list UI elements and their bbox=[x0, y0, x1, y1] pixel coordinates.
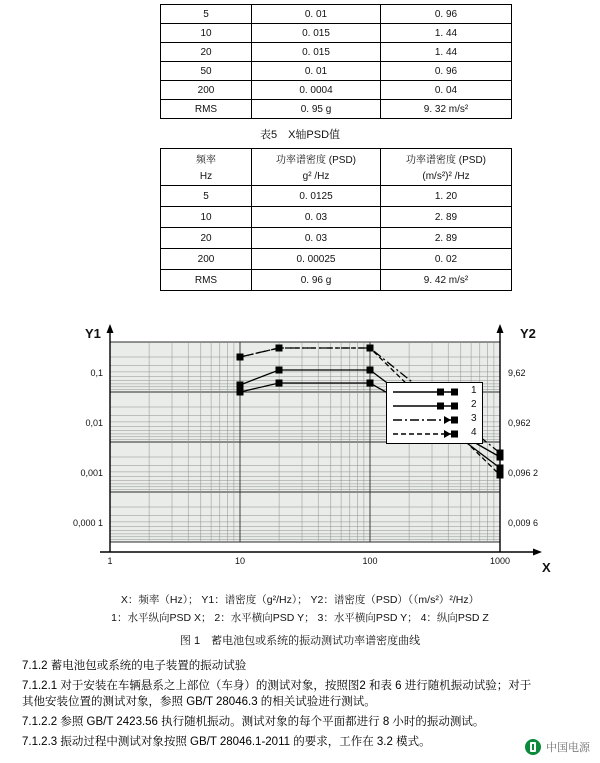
table-row bbox=[161, 186, 512, 207]
x-tick-1: 10 bbox=[234, 556, 245, 566]
chart-svg bbox=[0, 320, 600, 585]
cell-freq: 200 bbox=[161, 81, 252, 100]
legend-label-4: 4 bbox=[471, 427, 477, 438]
watermark-text: 中国电源 bbox=[546, 742, 590, 754]
header-psd-g: 功率谱密度 (PSD) bbox=[252, 149, 381, 169]
chart-y1-axis-label: Y1 bbox=[85, 326, 101, 341]
cell-freq: 10 bbox=[161, 207, 252, 228]
cell-psd-ms: 2. 89 bbox=[381, 228, 512, 249]
y2-tick-0: 9,62 bbox=[508, 368, 526, 378]
clause-7-1-2-1 bbox=[22, 678, 582, 710]
cell-freq: 50 bbox=[161, 62, 252, 81]
chart-y2-axis-label: Y2 bbox=[520, 326, 536, 341]
clause-7-1-2-heading: 7.1.2 蓄电池包或系统的电子装置的振动试验 bbox=[22, 660, 247, 672]
cell-psd-g: 0. 01 bbox=[252, 62, 381, 81]
chart-x-axis-label: X bbox=[542, 560, 551, 575]
cell-freq: 10 bbox=[161, 24, 252, 43]
table-row bbox=[161, 81, 512, 100]
header-unit-hz: Hz bbox=[161, 168, 252, 186]
table-5-x-axis-psd bbox=[160, 148, 512, 291]
cell-psd-ms: 0. 04 bbox=[381, 81, 512, 100]
y1-tick-3: 0,000 1 bbox=[72, 518, 103, 528]
cell-psd-g: 0. 96 g bbox=[252, 270, 381, 291]
y2-tick-2: 0,096 2 bbox=[508, 468, 539, 478]
cell-psd-ms: 0. 96 bbox=[381, 5, 512, 24]
cell-psd-g: 0. 03 bbox=[252, 228, 381, 249]
cell-psd-ms: 1. 44 bbox=[381, 43, 512, 62]
cell-psd-g: 0. 015 bbox=[252, 43, 381, 62]
table-row bbox=[161, 43, 512, 62]
cell-psd-ms: 9. 32 m/s² bbox=[381, 100, 512, 119]
cell-psd-ms: 0. 02 bbox=[381, 249, 512, 270]
y1-tick-2: 0,001 bbox=[80, 468, 103, 478]
legend-label-1: 1 bbox=[471, 385, 477, 396]
table-row bbox=[161, 228, 512, 249]
chart-note-axes: X：频率（Hz）； Y1：谱密度（g²/Hz）； Y2：谱密度（PSD）（（m/s²）²/Hz） bbox=[120, 594, 480, 606]
table-row bbox=[161, 270, 512, 291]
legend-label-2: 2 bbox=[471, 399, 477, 410]
cell-freq: 5 bbox=[161, 186, 252, 207]
cell-psd-g: 0. 95 g bbox=[252, 100, 381, 119]
cell-psd-ms: 2. 89 bbox=[381, 207, 512, 228]
cell-psd-g: 0. 00025 bbox=[252, 249, 381, 270]
cell-psd-ms: 0. 96 bbox=[381, 62, 512, 81]
header-unit-ms: (m/s²)² /Hz bbox=[381, 168, 512, 186]
cell-freq: RMS bbox=[161, 270, 252, 291]
table-row bbox=[161, 207, 512, 228]
legend-swatches bbox=[387, 383, 480, 441]
header-psd-ms: 功率谱密度 (PSD) bbox=[381, 149, 512, 169]
cell-psd-g: 0. 03 bbox=[252, 207, 381, 228]
cell-freq: 20 bbox=[161, 228, 252, 249]
chart-note-series: 1：水平纵向PSD X； 2：水平横向PSD Y； 3：水平横向PSD Y； 4：纵向PSD Z bbox=[111, 612, 489, 624]
table-row bbox=[161, 100, 512, 119]
cell-psd-ms: 9. 42 m/s² bbox=[381, 270, 512, 291]
header-unit-g: g² /Hz bbox=[252, 168, 381, 186]
chart-legend bbox=[386, 382, 483, 444]
watermark bbox=[525, 739, 590, 755]
table-row bbox=[161, 249, 512, 270]
cell-psd-g: 0. 0125 bbox=[252, 186, 381, 207]
x-tick-2: 100 bbox=[362, 556, 378, 566]
clause-7-1-2-3: 7.1.2.3 振动过程中测试对象按照 GB/T 28046.1-2011 的要求，工作在 3.2 模式。 bbox=[22, 736, 431, 748]
y1-tick-1: 0,01 bbox=[85, 418, 103, 428]
cell-psd-ms: 1. 44 bbox=[381, 24, 512, 43]
cell-psd-g: 0. 01 bbox=[252, 5, 381, 24]
table-header-row bbox=[161, 149, 512, 169]
power-plug-icon bbox=[525, 739, 541, 755]
table5-caption: 表5 X轴PSD值 bbox=[259, 129, 341, 141]
y1-tick-0: 0,1 bbox=[90, 368, 103, 378]
clause-7-1-2-2: 7.1.2.2 参照 GB/T 2423.56 执行随机振动。测试对象的每个平面都进行 8 小时的振动测试。 bbox=[22, 716, 485, 728]
clause-7-1-2-1-line1: 7.1.2.1 对于安装在车辆悬系之上部位（车身）的测试对象，按照图2 和表 6 进行随机振动试验；对于 bbox=[22, 680, 532, 692]
clause-7-1-2-1-line2: 其他安装位置的测试对象，参照 GB/T 28046.3 的相关试验进行测试。 bbox=[22, 696, 376, 708]
psd-curve-chart bbox=[0, 320, 600, 585]
cell-freq: 200 bbox=[161, 249, 252, 270]
cell-freq: RMS bbox=[161, 100, 252, 119]
cell-psd-g: 0. 0004 bbox=[252, 81, 381, 100]
header-freq: 频率 bbox=[161, 149, 252, 169]
figure-caption: 图 1 蓄电池包或系统的振动测试功率谱密度曲线 bbox=[179, 635, 421, 647]
y2-tick-3: 0,009 6 bbox=[508, 518, 539, 528]
cell-psd-ms: 1. 20 bbox=[381, 186, 512, 207]
cell-freq: 20 bbox=[161, 43, 252, 62]
cell-freq: 5 bbox=[161, 5, 252, 24]
cell-psd-g: 0. 015 bbox=[252, 24, 381, 43]
table-row bbox=[161, 5, 512, 24]
table-row bbox=[161, 24, 512, 43]
x-tick-3: 1000 bbox=[489, 556, 511, 566]
table-header-units-row bbox=[161, 168, 512, 186]
table-row bbox=[161, 62, 512, 81]
psd-table-continuation bbox=[160, 4, 512, 119]
y2-tick-1: 0,962 bbox=[508, 418, 531, 428]
x-tick-0: 1 bbox=[107, 556, 113, 566]
legend-label-3: 3 bbox=[471, 413, 477, 424]
